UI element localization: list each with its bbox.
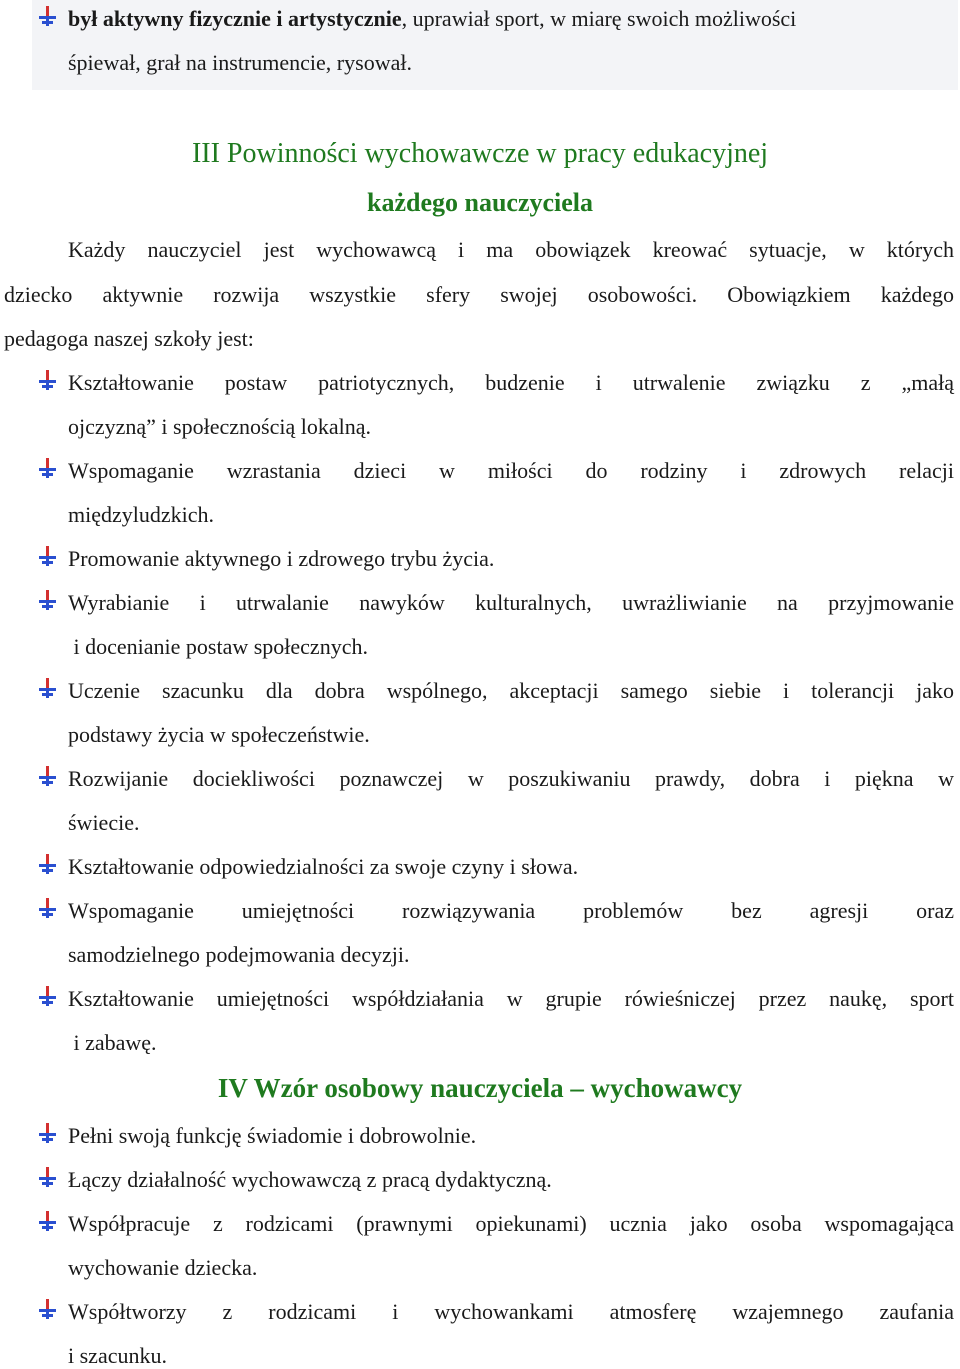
list-item: Wspomaganie umiejętności rozwiązywania problemów bez agresji oraz <box>68 898 954 923</box>
list-item-continuation: międzyludzkich. <box>68 502 215 527</box>
bullet-icon <box>36 545 58 567</box>
bullet-icon <box>36 1122 58 1144</box>
list-item: Rozwijanie dociekliwości poznawczej w poszukiwaniu prawdy, dobra i piękna w <box>68 766 954 791</box>
bullet-icon <box>36 1166 58 1188</box>
list-item: Kształtowanie umiejętności współdziałania w grupie rówieśniczej przez naukę, sport <box>68 986 954 1011</box>
bullet-icon <box>36 677 58 699</box>
bullet-icon <box>36 853 58 875</box>
section4-heading: IV Wzór osobowy nauczyciela – wychowawcy <box>217 1073 743 1103</box>
list-item-continuation: ojczyzną” i społecznością lokalną. <box>68 414 371 439</box>
intro-line1: Każdy nauczyciel jest wychowawcą i ma obowiązek kreować sytuacje, w których <box>68 237 954 262</box>
top-item-bold: był aktywny fizycznie i artystycznie <box>68 6 402 31</box>
bullet-icon <box>36 1298 58 1320</box>
bullet-icon <box>36 589 58 611</box>
bullet-icon <box>36 457 58 479</box>
list-item-continuation: świecie. <box>68 810 140 835</box>
list-item-continuation: wychowanie dziecka. <box>68 1255 258 1280</box>
list-item: Kształtowanie odpowiedzialności za swoje czyny i słowa. <box>68 854 579 879</box>
list-item-continuation: samodzielnego podejmowania decyzji. <box>68 942 410 967</box>
list-item-continuation: podstawy życia w społeczeństwie. <box>68 722 370 747</box>
bullet-icon <box>36 897 58 919</box>
list-item: Promowanie aktywnego i zdrowego trybu życia. <box>68 546 495 571</box>
bullet-icon <box>36 369 58 391</box>
top-item-rest: , uprawiał sport, w miarę swoich możliwości <box>401 6 797 31</box>
intro-line3: pedagoga naszej szkoły jest: <box>4 326 254 351</box>
section3-heading-line1: III Powinności wychowawcze w pracy edukacyjnej <box>191 138 769 169</box>
list-item: Współpracuje z rodzicami (prawnymi opiekunami) ucznia jako osoba wspomagająca <box>68 1211 954 1236</box>
list-item-continuation: i szacunku. <box>68 1343 167 1368</box>
list-item-continuation: i docenianie postaw społecznych. <box>68 634 368 659</box>
list-item: Łączy działalność wychowawczą z pracą dydaktyczną. <box>68 1167 552 1192</box>
top-item-line1 <box>68 6 954 32</box>
intro-line2: dziecko aktywnie rozwija wszystkie sfery swojej osobowości. Obowiązkiem każdego <box>4 282 954 307</box>
bullet-icon <box>36 1210 58 1232</box>
list-item-continuation: i zabawę. <box>68 1030 157 1055</box>
list-item: Współtworzy z rodzicami i wychowankami atmosferę wzajemnego zaufania <box>68 1299 954 1324</box>
list-item: Wyrabianie i utrwalanie nawyków kulturalnych, uwrażliwianie na przyjmowanie <box>68 590 954 615</box>
bullet-icon <box>36 5 58 27</box>
bullet-icon <box>36 985 58 1007</box>
list-item: Pełni swoją funkcję świadomie i dobrowolnie. <box>68 1123 477 1148</box>
section3-heading-line2: każdego nauczyciela <box>366 188 594 217</box>
list-item: Wspomaganie wzrastania dzieci w miłości do rodziny i zdrowych relacji <box>68 458 954 483</box>
list-item: Kształtowanie postaw patriotycznych, budzenie i utrwalenie związku z „małą <box>68 370 954 395</box>
bullet-icon <box>36 765 58 787</box>
top-item-line2: śpiewał, grał na instrumencie, rysował. <box>68 50 412 75</box>
list-item: Uczenie szacunku dla dobra wspólnego, akceptacji samego siebie i tolerancji jako <box>68 678 954 703</box>
